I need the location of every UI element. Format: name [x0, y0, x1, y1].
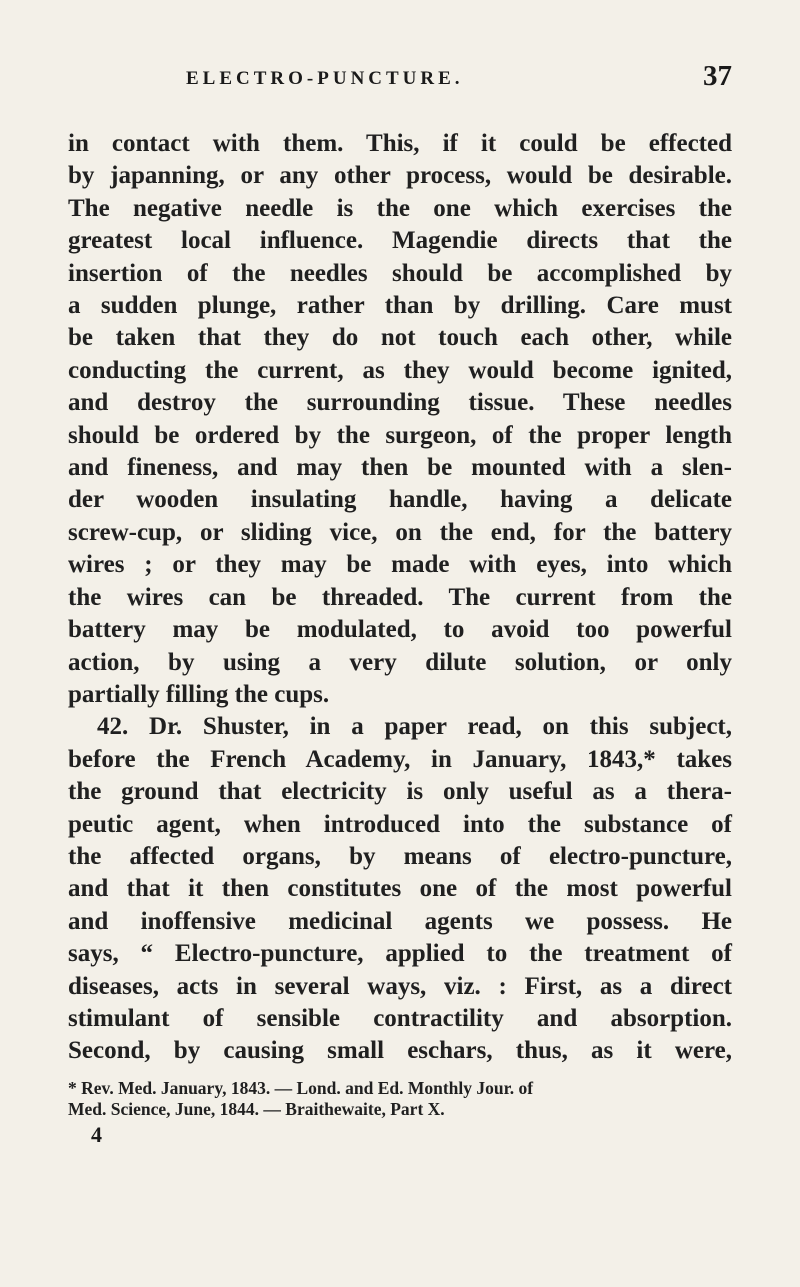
footnote-line: Med. Science, June, 1844. — Braithewaite, Part X. [68, 1098, 445, 1119]
body-text [68, 128, 732, 1068]
text-line: diseases, acts in several ways, viz. : First, as a direct [68, 972, 732, 1000]
text-line: a sudden plunge, rather than by drilling. Care must [68, 292, 732, 320]
text-line: der wooden insulating handle, having a delicate [68, 486, 732, 514]
text-line: be taken that they do not touch each other, while [68, 324, 732, 352]
signature-mark: 4 [91, 1121, 102, 1147]
book-page [68, 60, 732, 1264]
paragraph-42-start: 42. Dr. Shuster, in a paper read, on this subject, [97, 713, 732, 741]
text-line: stimulant of sensible contractility and absorption. [68, 1004, 732, 1032]
text-line: the ground that electricity is only useful as a thera- [68, 778, 732, 806]
text-line: in contact with them. This, if it could be effected [68, 130, 732, 157]
text-line: and inoffensive medicinal agents we possess. He [68, 907, 732, 935]
paragraph-end-line: partially filling the cups. [68, 680, 330, 708]
footnote [68, 1078, 732, 1120]
text-line: and fineness, and may then be mounted with a slen- [68, 454, 732, 482]
text-line: The negative needle is the one which exercises the [68, 194, 732, 222]
page-number: 37 [703, 60, 732, 92]
text-line: the affected organs, by means of electro-puncture, [68, 842, 732, 870]
text-line: and destroy the surrounding tissue. These needles [68, 389, 732, 417]
text-line: battery may be modulated, to avoid too powerful [68, 616, 732, 644]
running-title: ELECTRO-PUNCTURE. [186, 68, 464, 89]
text-line: insertion of the needles should be accomplished by [68, 259, 732, 287]
text-line: wires ; or they may be made with eyes, into which [68, 551, 732, 579]
text-line: conducting the current, as they would become ignited, [68, 356, 732, 384]
text-line: says, “ Electro-puncture, applied to the treatment of [68, 940, 732, 968]
text-line: screw-cup, or sliding vice, on the end, for the battery [68, 518, 732, 546]
text-line: action, by using a very dilute solution, or only [68, 648, 732, 676]
text-line: and that it then constitutes one of the most powerful [68, 875, 732, 903]
text-line: before the French Academy, in January, 1843,* takes [68, 745, 732, 773]
text-line: should be ordered by the surgeon, of the proper length [68, 421, 732, 449]
text-line: the wires can be threaded. The current from the [68, 583, 732, 611]
text-line: peutic agent, when introduced into the substance of [68, 810, 732, 838]
footnote-line: * Rev. Med. January, 1843. — Lond. and Ed. Monthly Jour. of [68, 1077, 534, 1098]
text-line: Second, by causing small eschars, thus, as it were, [68, 1037, 732, 1065]
running-head [68, 60, 732, 108]
text-line: greatest local influence. Magendie directs that the [68, 227, 732, 255]
text-line: by japanning, or any other process, would be desirable. [68, 162, 732, 190]
